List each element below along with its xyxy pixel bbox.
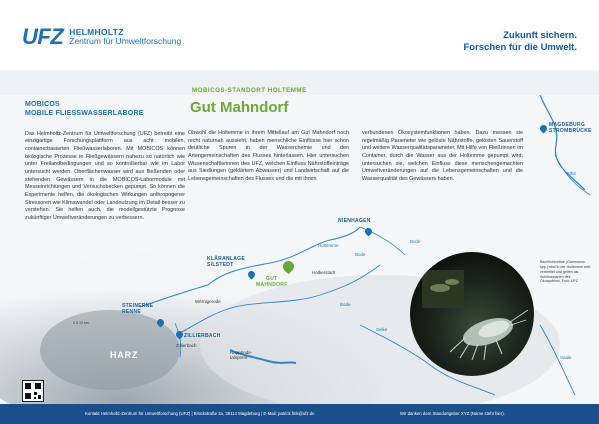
gammarus-photo [410,252,534,376]
tagline [464,30,578,54]
label-saale: Saale [560,355,572,360]
footer-thanks: Wir danken dem Standortgeber XYZ (Name steht hier). [400,411,505,416]
left-column [25,101,185,223]
footer-contact: Kontakt Helmholtz-Zentrum für Umweltforschung (UFZ) | Brückstraße 3a, 39114 Magdeburg | E-Mail: patrick.fink@ufz.de [85,411,315,416]
label-wernigerode: Wernigerode [195,299,221,304]
label-steinerne-renne-line-1: STEINERNE [122,303,154,309]
label-steinerne-renne [122,303,153,315]
main-content [188,87,523,116]
site-kicker: MOBICOS-STANDORT HOLTEMME [192,87,307,94]
label-steinerne-renne-line-2: RENNE [122,309,142,315]
label-gut-mahndorf [256,276,288,288]
text-columns [188,130,523,184]
label-nienhagen: NIENHAGEN [338,218,371,224]
gammarus-illustration [410,252,534,376]
label-rappbode-line-1: Rappbode- [230,350,253,355]
label-zillierbach-town: Zillierbach [176,343,197,348]
label-gut-mahndorf-line-1: GUT [266,276,278,282]
label-klaeranlage [207,256,245,268]
label-rappbode-line-2: talsperre [230,355,248,361]
logo-line-helmholtz: HELMHOLTZ [69,27,124,38]
label-holtemme: Holtemme [318,243,339,248]
label-gut-mahndorf-line-2: MAHNDORF [256,282,288,288]
label-bode-north: Bode [410,239,421,244]
label-bode-south: Bode [340,302,351,307]
logo-wordmark [69,28,181,46]
qr-code[interactable] [22,380,44,402]
photo-caption: Bachflohkrebse (Gammarus spp.) sind in der Holtemme weit verbreitet und gelten als Schlüsselarten des Ökosystems. Foto: UFZ [540,260,591,284]
mobicos-title [25,101,185,119]
header [0,0,599,70]
label-selke: Selke [376,327,388,332]
label-elbe: Elbe [567,171,577,176]
page-title: Gut Mahndorf [190,99,289,116]
label-bode-middle: Bode [355,252,366,257]
logo-line-zentrum: Zentrum für Umweltforschung [69,36,182,46]
mobicos-title-line-2: MOBILE FLIESSWASSERLABORE [25,109,144,117]
label-halberstadt: Halberstadt [312,270,336,275]
text-column-2: verbundenen Ökosystemfunktionen haben. Dazu messen sie regelmäßig Parameter wie gelöste Nährstoffe, gelösten Sauerstoff und weitere Wasserqualitätsparameter. Mit Hilfe von Fließrinnen im Container, durch die Wasser aus der Holtemme gepumpt wird, untersuchen sie, welchen Einfluss diese menschengemachten Umweltveränderungen auf die Lebensgemeinschaften und die Wasserqualität des Gewässers haben. [362,130,523,183]
tagline-line-2: Forschen für die Umwelt. [463,41,577,53]
mobicos-title-line-1: MOBICOS [25,101,60,108]
ufz-logo[interactable] [22,24,181,50]
footer [0,404,599,424]
mobicos-description: Das Helmholtz-Zentrum für Umweltforschung (UFZ) betreibt eine einzigartige Forschungsplattform aus acht mobilen, containerbasierten Fließwasserlaboren. Mit MOBICOS können biologische Prozesse in Fließgewässern nahezu so natürlich wie unter Freilandbedingungen und so kontrollierbar wie im Labor untersucht werden. Oberflächenwasser wird aus fließenden oder stehenden Gewässern in die MOBICOS-Labormodule mit Messeinrichtungen und Versuchsbecken gepumpt. So können die Experimente helfen, die ökologischen Wirkungen anthropogener Stressoren wie Klimawandel oder Landnutzung im Detail besser zu verstehen. Sie helfen auch, die modellgestützte Prognose zukünftiger Umweltveränderungen zu verbessern. [25,130,186,221]
map-scale: 0 5 10 km [73,321,89,325]
label-klaeranlage-line-1: KLÄRANLAGE [207,256,245,262]
label-magdeburg: MAGDEBURG STROMBRÜCKE [549,122,592,134]
tagline-line-1: Zukunft sichern. [503,30,577,41]
label-zillierbach: ZILLIERBACH [184,333,221,339]
text-column-1: Obwohl die Holtemme in ihrem Mittellauf am Gut Mahndorf noch recht naturnah aussieht, haben menschliche Einflüsse hier schon deutliche Spuren in der Wasserchemie und den Artengemeinschaften des Flusses hinterlassen. Hier untersuchen Wissenschaftlerinnen des UFZ, welchen Einfluss Nährstoffeinträge aus Siedlungen (geklärtem Abwasser) und Landwirtschaft auf die Lebensgemeinschaften des Flusses und die mit ihnen [188,130,349,183]
logo-ufz-text: UFZ [22,24,64,49]
label-rappbodetalsperre [230,350,252,361]
label-klaeranlage-line-2: SILSTEDT [207,262,234,268]
label-harz: HARZ [110,350,139,360]
